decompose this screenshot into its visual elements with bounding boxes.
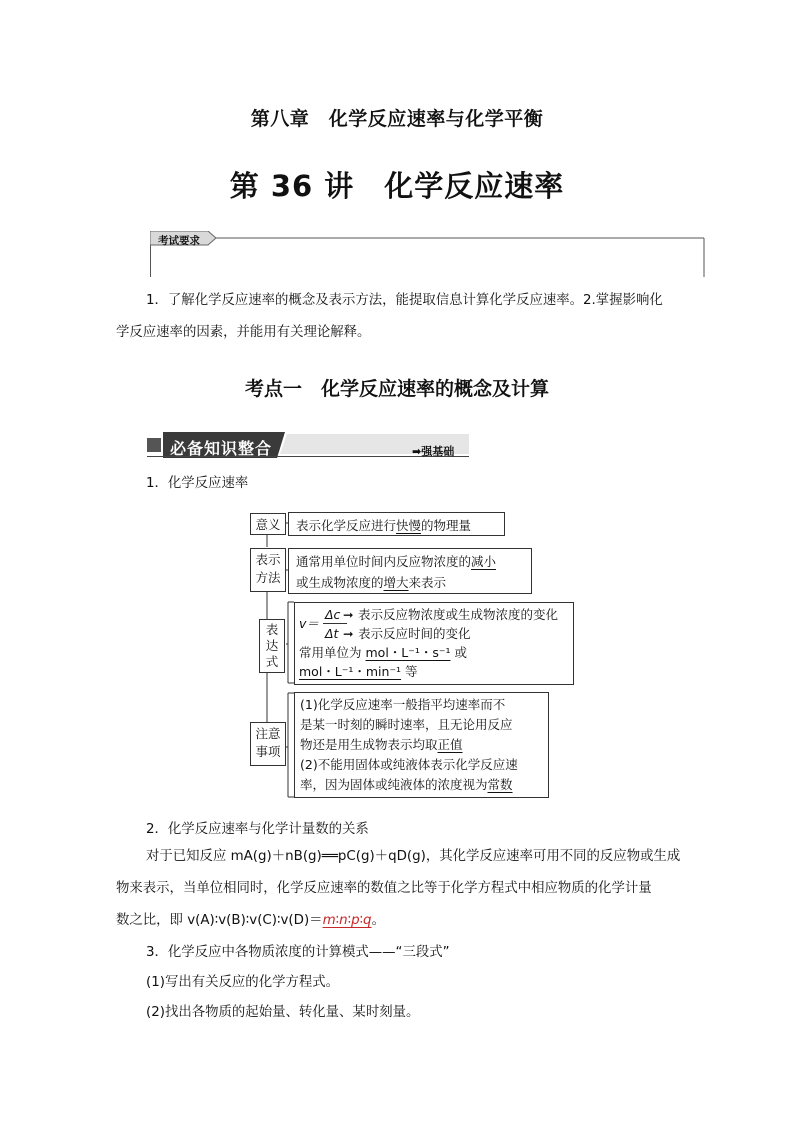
ratio-answer: m∶n∶p∶q bbox=[322, 913, 372, 928]
section-title: 考点一 化学反应速率的概念及计算 bbox=[244, 378, 549, 400]
expression-box: v＝ Δc Δt ➞ ➞ 表示反应物浓度或生成物浓度的变化 表示反应时间的变化 常用单位为 mol・L⁻¹・s⁻¹ 或 mol・L⁻¹・min⁻¹ 等 bbox=[294, 602, 574, 685]
item1-heading: 1．化学反应速率 bbox=[146, 476, 249, 491]
requirements-line-1: 1．了解化学反应速率的概念及表示方法，能提取信息计算化学反应速率。2.掌握影响化 bbox=[146, 293, 663, 308]
chapter-title: 第八章 化学反应速率与化学平衡 bbox=[250, 108, 544, 130]
lecture-title: 第 36 讲 化学反应速率 bbox=[229, 169, 565, 203]
item2-heading: 2．化学反应速率与化学计量数的关系 bbox=[146, 822, 369, 837]
notes-label: 注意 事项 bbox=[250, 722, 286, 766]
rate-concept-diagram bbox=[250, 508, 580, 803]
requirements-frame bbox=[150, 231, 705, 277]
rate-formula: v＝ Δc Δt ➞ ➞ 表示反应物浓度或生成物浓度的变化 表示反应时间的变化 bbox=[299, 607, 559, 641]
requirements-box bbox=[150, 231, 705, 277]
item3-step-1: (1)写出有关反应的化学方程式。 bbox=[146, 975, 340, 990]
method-box: 通常用单位时间内反应物浓度的减小 或生成物浓度的增大来表示 bbox=[288, 548, 532, 594]
notes-box: (1)化学反应速率一般指平均速率而不 是某一时刻的瞬时速率，且无论用反应 物还是用生成物表示均取正值 (2)不能用固体或纯液体表示化学反应速 率，因为固体或纯液体的浓度视为常数 bbox=[294, 692, 549, 798]
meaning-box: 表示化学反应进行快慢的物理量 bbox=[288, 512, 505, 536]
method-label: 表示 方法 bbox=[250, 548, 286, 592]
item3-step-2: (2)找出各物质的起始量、转化量、某时刻量。 bbox=[146, 1005, 420, 1020]
item3-heading: 3．化学反应中各物质浓度的计算模式——“三段式” bbox=[146, 945, 450, 960]
arrow-right-icon: ➞ bbox=[343, 626, 354, 641]
item2-line-1: 对于已知反应 mA(g)＋nB(g)══pC(g)＋qD(g)，其化学反应速率可用不同的反应物或生成 bbox=[146, 849, 681, 864]
meaning-label: 意义 bbox=[250, 513, 286, 535]
banner-label: 必备知识整合 bbox=[170, 439, 273, 458]
item2-line-2: 物来表示，当单位相同时，化学反应速率的数值之比等于化学方程式中相应物质的化学计量 bbox=[116, 881, 652, 896]
expression-label: 表 达 式 bbox=[259, 619, 285, 673]
banner-tag: ➡强基础 bbox=[412, 445, 455, 458]
arrow-right-icon: ➡ bbox=[412, 445, 422, 458]
arrow-right-icon: ➞ bbox=[343, 607, 354, 622]
requirements-line-2: 学反应速率的因素，并能用有关理论解释。 bbox=[116, 325, 371, 340]
requirements-tag: 考试要求 bbox=[158, 235, 200, 247]
item2-line-3: 数之比，即 v(A)∶v(B)∶v(C)∶v(D)＝m∶n∶p∶q。 bbox=[116, 913, 385, 928]
